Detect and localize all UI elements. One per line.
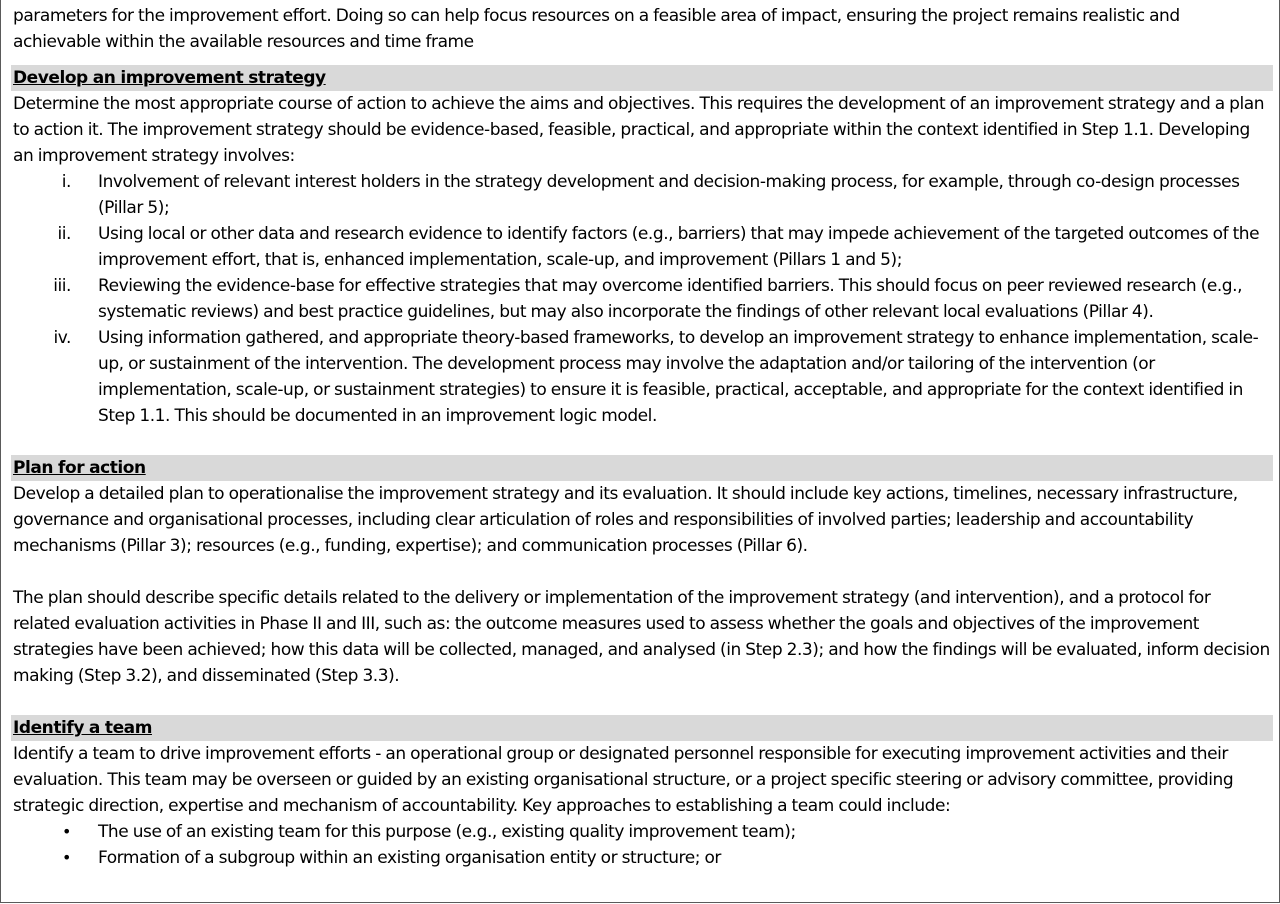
plan-paragraph-1: Develop a detailed plan to operationalise the improvement strategy and its evaluation. It should include key actions, timelines, necessary infrastructure, governance and organisational processes, including clear articulation of roles and responsibilities of involved parties; leadership and accountability mechanisms (Pillar 3); resources (e.g., funding, expertise); and communication processes (Pillar 6).: [13, 484, 1238, 556]
plan-heading: Plan for action: [13, 458, 146, 478]
plan-paragraph-2: The plan should describe specific details related to the delivery or implementation of the improvement strategy (and intervention), and a protocol for related evaluation activities in Phase II and III, such as: the outcome measures used to assess whether the goals and objectives of the improvement strategies have been achieved; how this data will be collected, managed, and analysed (in Step 2.3); and how the findings will be evaluated, inform decision making (Step 3.2), and disseminated (Step 3.3).: [13, 588, 1270, 686]
list-item: [13, 819, 1271, 845]
list-item: [13, 169, 1271, 221]
team-heading-row: [11, 715, 1273, 741]
list-item-text: Involvement of relevant interest holders in the strategy development and decision-making process, for example, through co-design processes (Pillar 5);: [98, 172, 1240, 218]
list-item: [13, 221, 1271, 273]
list-item: [13, 325, 1271, 429]
spacer: [13, 689, 1271, 715]
plan-heading-row: [11, 455, 1273, 481]
list-marker: iii.: [53, 276, 71, 296]
list-marker: i.: [61, 172, 71, 192]
bullet-marker: •: [62, 848, 71, 867]
team-heading: Identify a team: [13, 718, 152, 738]
intro-paragraph: parameters for the improvement effort. Doing so can help focus resources on a feasible area of impact, ensuring the project remains realistic and achievable within the available resources and time frame: [13, 6, 1180, 52]
spacer: [13, 55, 1271, 65]
strategy-heading-row: [11, 65, 1273, 91]
strategy-heading: Develop an improvement strategy: [13, 68, 326, 88]
list-item-text: Using information gathered, and appropriate theory-based frameworks, to develop an improvement strategy to enhance implementation, scale-up, or sustainment of the intervention. The development process may involve the adaptation and/or tailoring of the intervention (or implementation, scale-up, or sustainment strategies) to ensure it is feasible, practical, acceptable, and appropriate for the context identified in Step 1.1. This should be documented in an improvement logic model.: [98, 328, 1259, 426]
strategy-paragraph: Determine the most appropriate course of action to achieve the aims and objectives. This requires the development of an improvement strategy and a plan to action it. The improvement strategy should be evidence-based, feasible, practical, and appropriate within the context identified in Step 1.1. Developing an improvement strategy involves:: [13, 94, 1265, 166]
list-item-text: Reviewing the evidence-base for effective strategies that may overcome identified barriers. This should focus on peer reviewed research (e.g., systematic reviews) and best practice guidelines, but may also incorporate the findings of other relevant local evaluations (Pillar 4).: [98, 276, 1243, 322]
spacer: [13, 559, 1271, 585]
list-item-text: The use of an existing team for this purpose (e.g., existing quality improvement team);: [98, 822, 796, 842]
list-item: [13, 273, 1271, 325]
document-content: [13, 3, 1271, 871]
list-marker: ii.: [57, 224, 71, 244]
list-item-text: Formation of a subgroup within an existing organisation entity or structure; or: [98, 848, 721, 868]
team-paragraph: Identify a team to drive improvement efforts - an operational group or designated personnel responsible for executing improvement activities and their evaluation. This team may be overseen or guided by an existing organisational structure, or a project specific steering or advisory committee, providing strategic direction, expertise and mechanism of accountability. Key approaches to establishing a team could include:: [13, 744, 1234, 816]
list-marker: iv.: [53, 328, 71, 348]
bullet-marker: •: [62, 822, 71, 841]
list-item: [13, 845, 1271, 871]
spacer: [13, 429, 1271, 455]
team-list: [13, 819, 1271, 871]
strategy-list: [13, 169, 1271, 429]
list-item-text: Using local or other data and research evidence to identify factors (e.g., barriers) that may impede achievement of the targeted outcomes of the improvement effort, that is, enhanced implementation, scale-up, and improvement (Pillars 1 and 5);: [98, 224, 1260, 270]
